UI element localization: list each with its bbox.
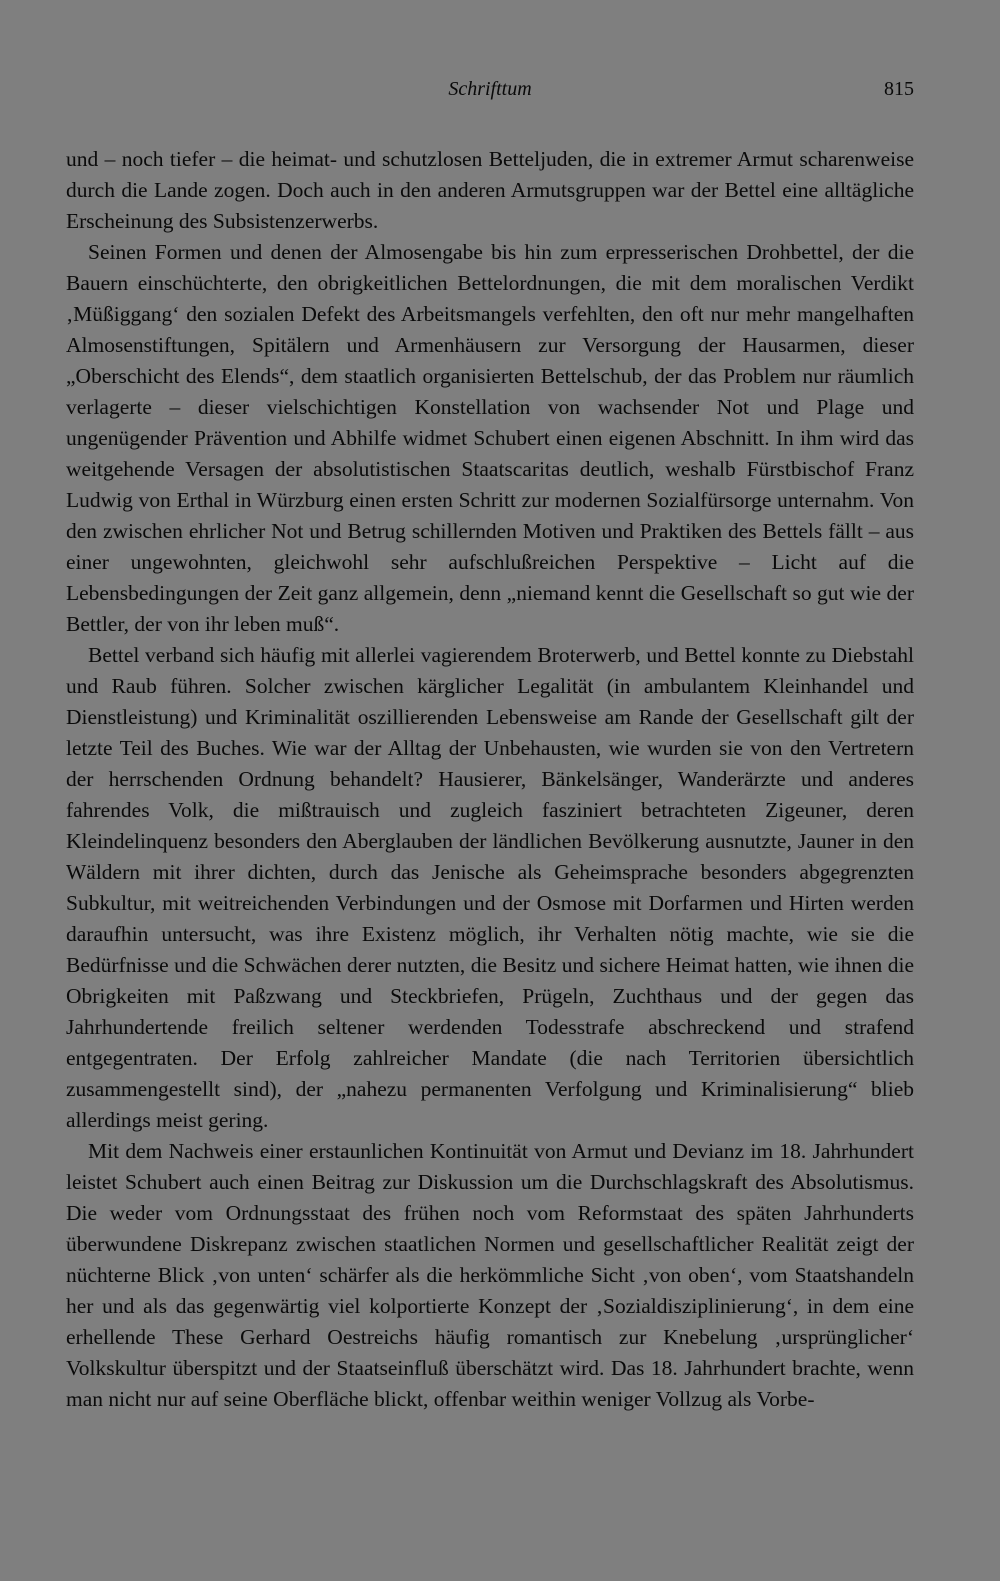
book-page	[66, 70, 914, 1415]
body-text	[66, 144, 914, 1415]
paragraph-1: und – noch tiefer – die heimat- und schutzlosen Betteljuden, die in extremer Armut scharenweise durch die Lande zogen. Doch auch in den anderen Armutsgruppen war der Bettel eine alltägliche Erscheinung des Subsistenzerwerbs.	[66, 147, 914, 233]
paragraph-4: Mit dem Nachweis einer erstaunlichen Kontinuität von Armut und Devianz im 18. Jahrhundert leistet Schubert auch einen Beitrag zur Diskussion um die Durchschlagskraft des Absolutismus. Die weder vom Ordnungsstaat des frühen noch vom Reformstaat des späten Jahrhunderts überwundene Diskrepanz zwischen staatlichen Normen und gesellschaftlicher Realität zeigt der nüchterne Blick ‚von unten‘ schärfer als die herkömmliche Sicht ‚von oben‘, vom Staatshandeln her und als das gegenwärtig viel kolportierte Konzept der ‚Sozialdisziplinierung‘, in dem eine erhellende These Gerhard Oestreichs häufig romantisch zur Knebelung ‚ursprünglicher‘ Volkskultur überspitzt und der Staatseinfluß überschätzt wird. Das 18. Jahrhundert brachte, wenn man nicht nur auf seine Oberfläche blickt, offenbar weithin weniger Vollzug als Vorbe-	[66, 1139, 914, 1411]
paragraph-3: Bettel verband sich häufig mit allerlei vagierendem Broterwerb, und Bettel konnte zu Diebstahl und Raub führen. Solcher zwischen kärglicher Legalität (in ambulantem Kleinhandel und Dienstleistung) und Kriminalität oszillierenden Lebensweise am Rande der Gesellschaft gilt der letzte Teil des Buches. Wie war der Alltag der Unbehausten, wie wurden sie von den Vertretern der herrschenden Ordnung behandelt? Hausierer, Bänkelsänger, Wanderärzte und anderes fahrendes Volk, die mißtrauisch und zugleich fasziniert betrachteten Zigeuner, deren Kleindelinquenz besonders den Aberglauben der ländlichen Bevölkerung ausnutzte, Jauner in den Wäldern mit ihrer dichten, durch das Jenische als Geheimsprache besonders abgegrenzten Subkultur, mit weitreichenden Verbindungen und der Osmose mit Dorfarmen und Hirten werden daraufhin untersucht, was ihre Existenz möglich, ihr Verhalten nötig machte, wie sie die Bedürfnisse und die Schwächen derer nutzten, die Besitz und sichere Heimat hatten, wie ihnen die Obrigkeiten mit Paßzwang und Steckbriefen, Prügeln, Zuchthaus und der gegen das Jahrhundertende freilich seltener werdenden Todesstrafe abschreckend und strafend entgegentraten. Der Erfolg zahlreicher Mandate (die nach Territorien übersichtlich zusammengestellt sind), der „nahezu permanenten Verfolgung und Kriminalisierung“ blieb allerdings meist gering.	[66, 643, 914, 1132]
running-head	[66, 70, 914, 110]
running-title: Schrifttum	[448, 78, 532, 100]
page-number: 815	[884, 78, 914, 100]
paragraph-2: Seinen Formen und denen der Almosengabe bis hin zum erpresserischen Drohbettel, der die Bauern einschüchterte, den obrigkeitlichen Bettelordnungen, die mit dem moralischen Verdikt ‚Müßiggang‘ den sozialen Defekt des Arbeitsmangels verfehlten, den oft nur mehr mangelhaften Almosenstiftungen, Spitälern und Armenhäusern zur Versorgung der Hausarmen, dieser „Oberschicht des Elends“, dem staatlich organisierten Bettelschub, der das Problem nur räumlich verlagerte – dieser vielschichtigen Konstellation von wachsender Not und Plage und ungenügender Prävention und Abhilfe widmet Schubert einen eigenen Abschnitt. In ihm wird das weitgehende Versagen der absolutistischen Staatscaritas deutlich, weshalb Fürstbischof Franz Ludwig von Erthal in Würzburg einen ersten Schritt zur modernen Sozialfürsorge unternahm. Von den zwischen ehrlicher Not und Betrug schillernden Motiven und Praktiken des Bettels fällt – aus einer ungewohnten, gleichwohl sehr aufschlußreichen Perspektive – Licht auf die Lebensbedingungen der Zeit ganz allgemein, denn „niemand kennt die Gesellschaft so gut wie der Bettler, der von ihr leben muß“.	[66, 240, 914, 636]
